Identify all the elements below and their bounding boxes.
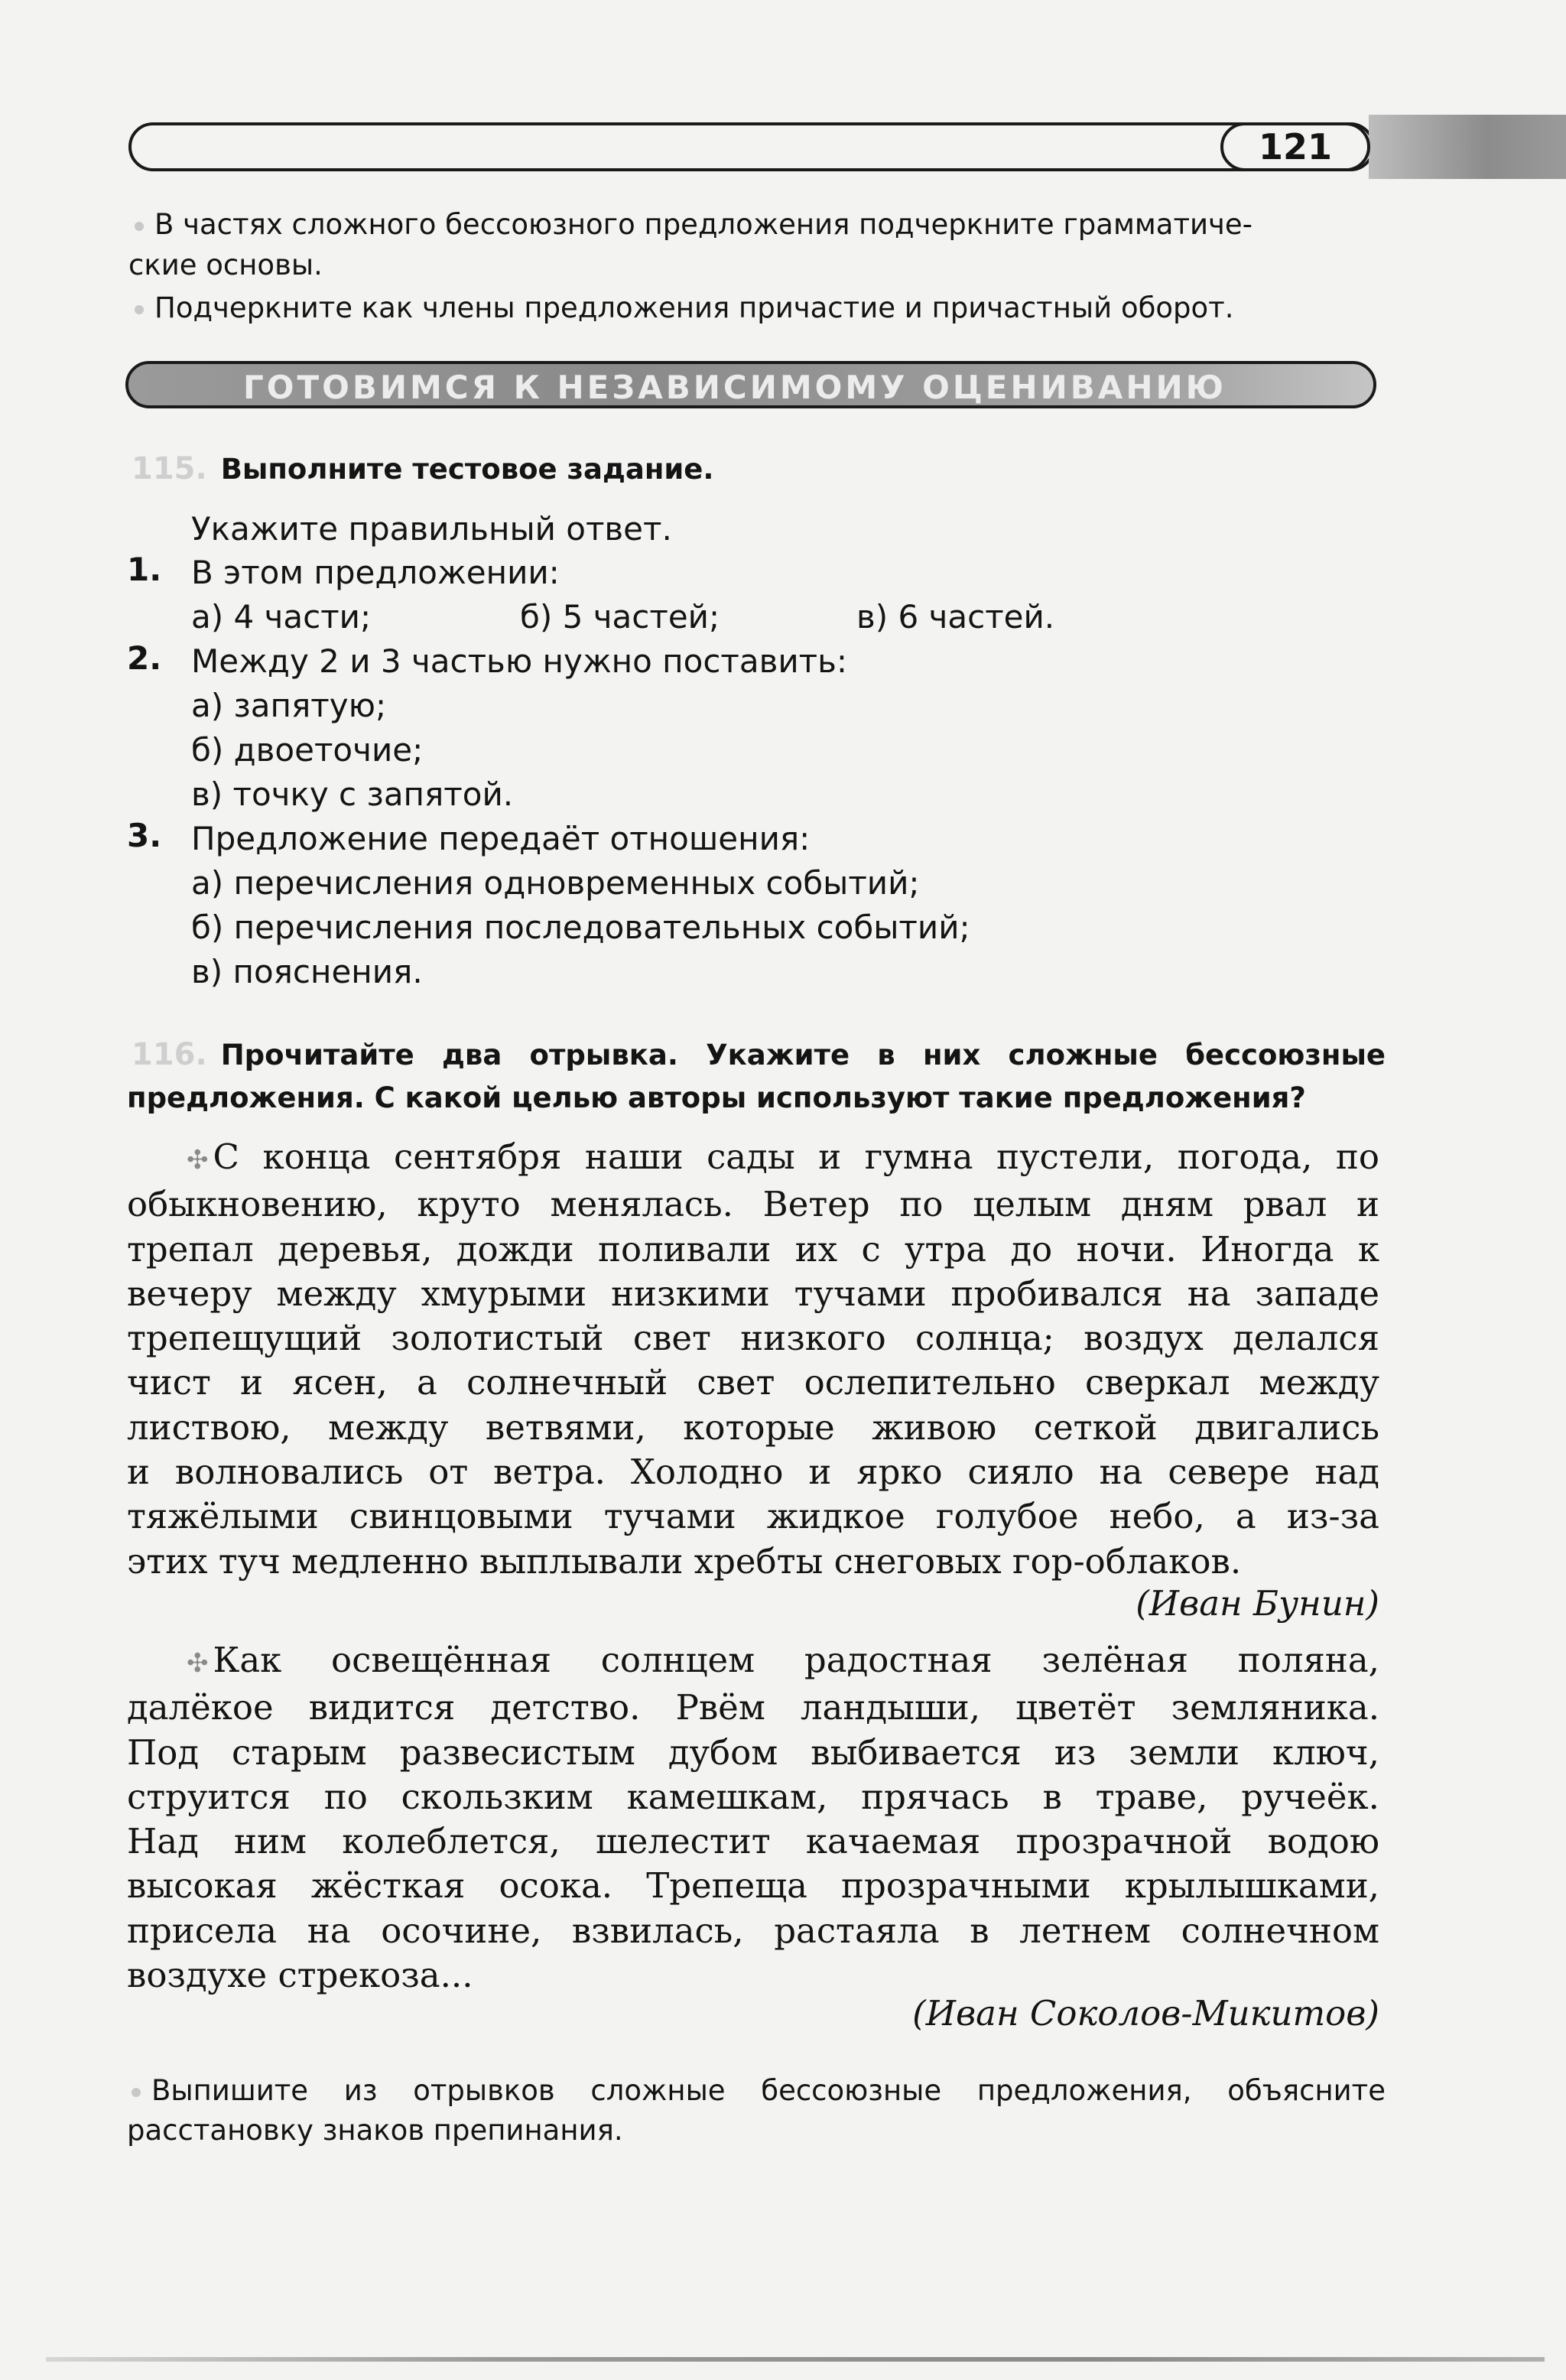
section-banner-title: ГОТОВИМСЯ К НЕЗАВИСИМОМУ ОЦЕНИВАНИЮ xyxy=(243,369,1226,406)
bullet-icon xyxy=(135,305,144,314)
answer-option: в) 6 частей. xyxy=(856,598,1055,636)
exercise-number: 116. xyxy=(132,1037,207,1072)
diamond-bullet-icon: ✣ xyxy=(187,1648,209,1679)
passage-bunin xyxy=(127,1135,1379,1584)
answer-option: б) перечисления последовательных событий; xyxy=(191,909,970,946)
exercise-task: Выполните тестовое задание. xyxy=(220,453,714,486)
answer-option: а) перечисления одновременных событий; xyxy=(191,864,920,902)
passage-line: присела на осочине, взвилась, растаяла в летнем солнечном xyxy=(127,1910,1379,1951)
page-number: 121 xyxy=(1220,122,1370,171)
question-number: 1. xyxy=(127,551,162,588)
exercise-116-header xyxy=(132,1037,1386,1072)
passage-line: струится по скользким камешкам, прячась в траве, ручеёк. xyxy=(127,1776,1379,1817)
passage-sokolov-mikitov xyxy=(127,1638,1379,1998)
diamond-bullet-icon: ✣ xyxy=(187,1145,209,1175)
exercise-instruction: Укажите правильный ответ. xyxy=(191,510,672,548)
passage-line: высокая жёсткая осока. Трепеща прозрачными крылышками, xyxy=(127,1865,1379,1907)
passage-line: тяжёлыми свинцовыми тучами жидкое голубое небо, а из-за xyxy=(127,1496,1379,1537)
section-banner xyxy=(125,361,1376,408)
passage-line: ✣ С конца сентября наши сады и гумна пустели, погода, по xyxy=(187,1136,1379,1177)
passage-author: (Иван Бунин) xyxy=(1136,1583,1379,1624)
question-text: Между 2 и 3 частью нужно поставить: xyxy=(191,642,848,680)
passage-author: (Иван Соколов-Микитов) xyxy=(912,1993,1379,2034)
bullet-icon xyxy=(135,222,144,231)
passage-line: чист и ясен, а солнечный свет ослепительно сверкал между xyxy=(127,1362,1379,1403)
bullet-icon xyxy=(132,2088,141,2097)
passage-line: обыкновению, круто менялась. Ветер по целым дням рвал и xyxy=(127,1184,1379,1225)
passage-line: Под старым развесистым дубом выбивается из земли ключ, xyxy=(127,1731,1379,1773)
question-text: Предложение передаёт отношения: xyxy=(191,820,811,857)
exercise-115-header xyxy=(132,451,713,486)
answer-option: б) двоеточие; xyxy=(191,731,424,769)
header-shade xyxy=(1369,115,1566,179)
intro-task-2 xyxy=(135,287,1233,329)
answer-option: в) пояснения. xyxy=(191,953,423,990)
exercise-task-line-2: предложения. С какой целью авторы используют такие предложения? xyxy=(127,1081,1306,1114)
intro-line-2: ские основы. xyxy=(128,249,323,281)
answer-option: в) точку с запятой. xyxy=(191,775,514,813)
passage-line: далёкое видится детство. Рвём ландыши, цветёт земляника. xyxy=(127,1687,1379,1728)
question-number: 2. xyxy=(127,639,162,677)
followup-task xyxy=(132,2069,1386,2112)
passage-line: этих туч медленно выплывали хребты снеговых гор-облаков. xyxy=(127,1540,1242,1582)
passage-line: ✣ Как освещённая солнцем радостная зелёная поляна, xyxy=(187,1640,1379,1680)
passage-line: листвою, между ветвями, которые живою сеткой двигались xyxy=(127,1406,1379,1448)
answer-option: а) 4 части; xyxy=(191,598,372,636)
answer-option: б) 5 частей; xyxy=(520,598,720,636)
intro-task-1 xyxy=(135,203,1252,245)
passage-line: трепещущий золотистый свет низкого солнца; воздух делался xyxy=(127,1318,1379,1359)
passage-line: воздухе стрекоза... xyxy=(127,1955,473,1996)
question-number: 3. xyxy=(127,817,162,854)
answer-option: а) запятую; xyxy=(191,687,387,724)
exercise-number: 115. xyxy=(132,451,207,486)
passage-line: и волновались от ветра. Холодно и ярко сияло на севере над xyxy=(127,1452,1379,1493)
page-bottom-edge xyxy=(46,2357,1545,2362)
passage-line: вечеру между хмурыми низкими тучами пробивался на западе xyxy=(127,1273,1379,1314)
intro-line-1: В частях сложного бессоюзного предложения подчеркните грамматиче- xyxy=(154,208,1253,241)
followup-line-2: расстановку знаков препинания. xyxy=(127,2114,623,2147)
exercise-task-line-1: Прочитайте два отрывка. Укажите в них сложные бессоюзные xyxy=(220,1039,1386,1071)
followup-line-1: Выпишите из отрывков сложные бессоюзные предложения, объясните xyxy=(151,2074,1386,2107)
intro-line-3: Подчеркните как члены предложения причастие и причастный оборот. xyxy=(154,291,1234,324)
header-rule xyxy=(128,122,1375,171)
passage-line: трепал деревья, дожди поливали их с утра до ночи. Иногда к xyxy=(127,1228,1379,1270)
passage-line: Над ним колеблется, шелестит качаемая прозрачной водою xyxy=(127,1821,1379,1862)
question-text: В этом предложении: xyxy=(191,554,560,591)
